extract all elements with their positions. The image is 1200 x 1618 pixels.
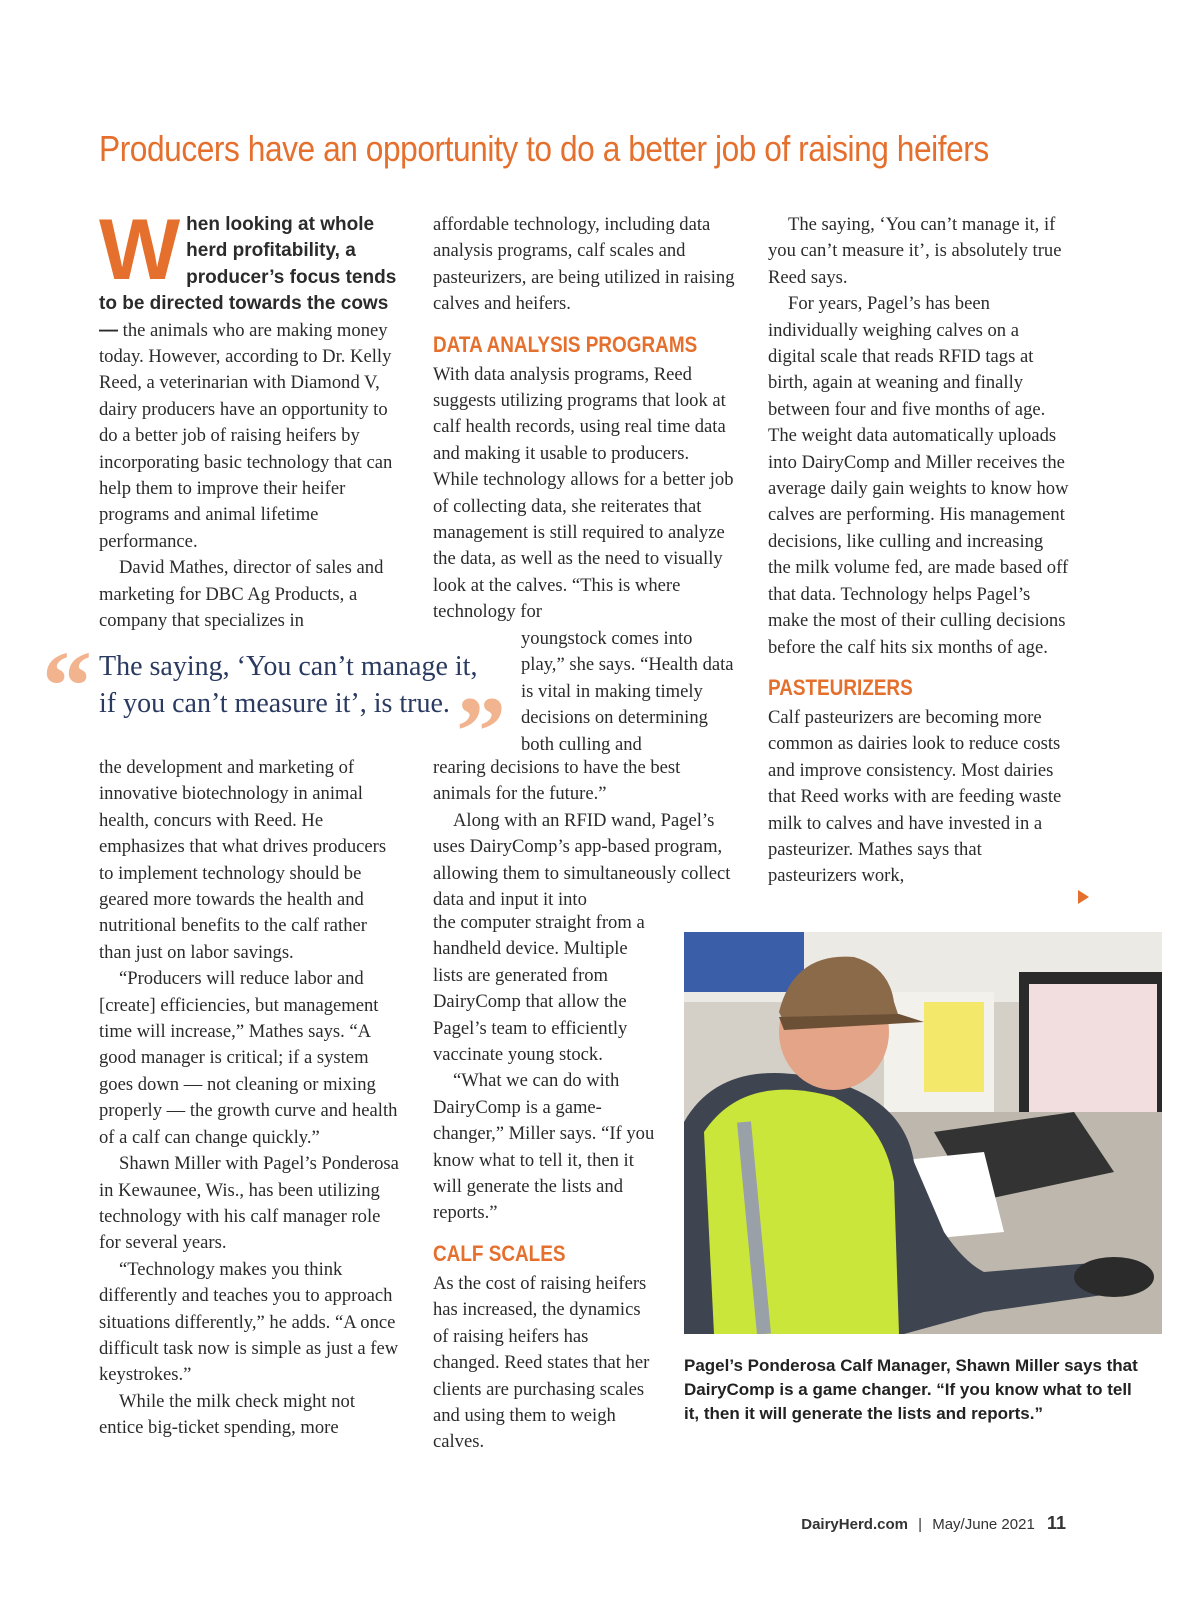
paragraph: “Technology makes you think differently and teaches you to approach situations differently,” he adds. “A once difficult task now is simple as just a few keystrokes.” [99,1258,399,1386]
continue-arrow-icon [1078,890,1089,904]
paragraph: The saying, ‘You can’t manage it, if you can’t measure it’, is absolutely true Reed says. [768,214,1062,288]
paragraph-continued: youngstock comes into play,” she says. “Health data is vital in making timely decisions on determining both culling and [521,628,734,755]
column-2-bottom [433,910,659,1456]
column-1-top [99,202,399,635]
paragraph: For years, Pagel’s has been individually weighing calves on a digital scale that reads RFID tags at birth, again at weaning and finally between four and five months of age. The weight data automatically uploads into DairyComp and Miller receives the average daily gain weights to know how calves are performing. His management decisions, like culling and increasing the milk volume fed, are made based off that data. Technology helps Pagel’s make the most of their culling decisions before the calf hits six months of age. [768,293,1069,658]
photo-caption: Pagel’s Ponderosa Calf Manager, Shawn Miller says that DairyComp is a game changer. “If you know what to tell it, then it will generate the lists and reports.” [684,1356,1138,1423]
paragraph: David Mathes, director of sales and marketing for DBC Ag Products, a company that specializes in [99,557,384,632]
subhead-calf-scales: CALF SCALES [433,1240,566,1266]
intro-text: the animals who are making money today. However, according to Dr. Kelly Reed, a veterinarian with Diamond V, dairy producers have an opportunity to do a better job of raising heifers by incorporating basic technology that can help them to improve their heifer programs and animal lifetime performance. [99,319,393,552]
open-quote-mark: “ [42,630,92,741]
article-photo [684,932,1162,1334]
column-2-middle [433,755,735,913]
pull-quote: The saying, ‘You can’t manage it, if you can’t measure it’, is true. [99,651,478,719]
paragraph: As the cost of raising heifers has increased, the dynamics of raising heifers has changed. Reed states that her clients are purchasing scales and using them to weigh calves. [433,1272,650,1453]
footer-issue: May/June 2021 [932,1516,1035,1533]
footer-site: DairyHerd.com [801,1516,908,1533]
column-2-indent [521,626,735,758]
paragraph: With data analysis programs, Reed suggests utilizing programs that look at calf health records, using real time data and making it usable to producers. While technology allows for a better job of collecting data, she reiterates that management is still required to analyze the data, as well as the need to visually look at the calves. “This is where technology for [433,363,734,623]
close-quote-mark: ” [456,676,506,787]
subhead-data-analysis: DATA ANALYSIS PROGRAMS [433,331,698,357]
page-number: 11 [1046,1513,1066,1533]
paragraph-continued: rearing decisions to have the best animals for the future.” [433,757,681,805]
paragraph-continued: the computer straight from a handheld device. Multiple lists are generated from DairyComp that allow the Pagel’s team to efficiently vaccinate young stock. [433,912,645,1066]
subhead-pasteurizers: PASTEURIZERS [768,674,913,700]
paragraph: the development and marketing of innovative biotechnology in animal health, concurs with Reed. He emphasizes that what drives producers to implement technology should be geared more towards the health and nutritional benefits to the calf rather than just on labor savings. [99,757,387,963]
paragraph: While the milk check might not entice big-ticket spending, more [99,1390,355,1439]
paragraph: “Producers will reduce labor and [create] efficiencies, but management time will increase,” Mathes says. “A good manager is critical; if a system goes down — not cleaning or mixing properly — the growth curve and health of a calf can change quickly.” [99,968,398,1148]
footer-separator: | [918,1516,923,1533]
intro-paragraph [99,202,399,555]
paragraph: affordable technology, including data analysis programs, calf scales and pasteurizers, are being utilized in raising calves and heifers. [433,214,735,315]
lead-in: hen looking at whole herd profitability, a producer’s focus tends to be directed towards the cows — [99,214,397,341]
column-2-top [433,212,735,626]
column-1-bottom [99,755,399,1442]
paragraph: “What we can do with DairyComp is a game-changer,” Miller says. “If you know what to tell it, then it will generate the lists and reports.” [433,1070,655,1224]
photo-illustration [684,932,1162,1334]
paragraph: Shawn Miller with Pagel’s Ponderosa in Kewaunee, Wis., has been utilizing technology with his calf manager role for several years. [99,1153,399,1254]
paragraph: Calf pasteurizers are becoming more common as dairies look to reduce costs and improve consistency. Most dairies that Reed works with are feeding waste milk to calves and have invested in a pasteurizer. Mathes says that pasteurizers work, [768,706,1062,887]
drop-cap: W [99,202,181,298]
footer [801,1513,1066,1534]
paragraph: Along with an RFID wand, Pagel’s uses DairyComp’s app-based program, allowing them to simultaneously collect data and input it into [433,809,731,911]
headline: Producers have an opportunity to do a better job of raising heifers [99,128,989,169]
column-3 [768,212,1070,890]
